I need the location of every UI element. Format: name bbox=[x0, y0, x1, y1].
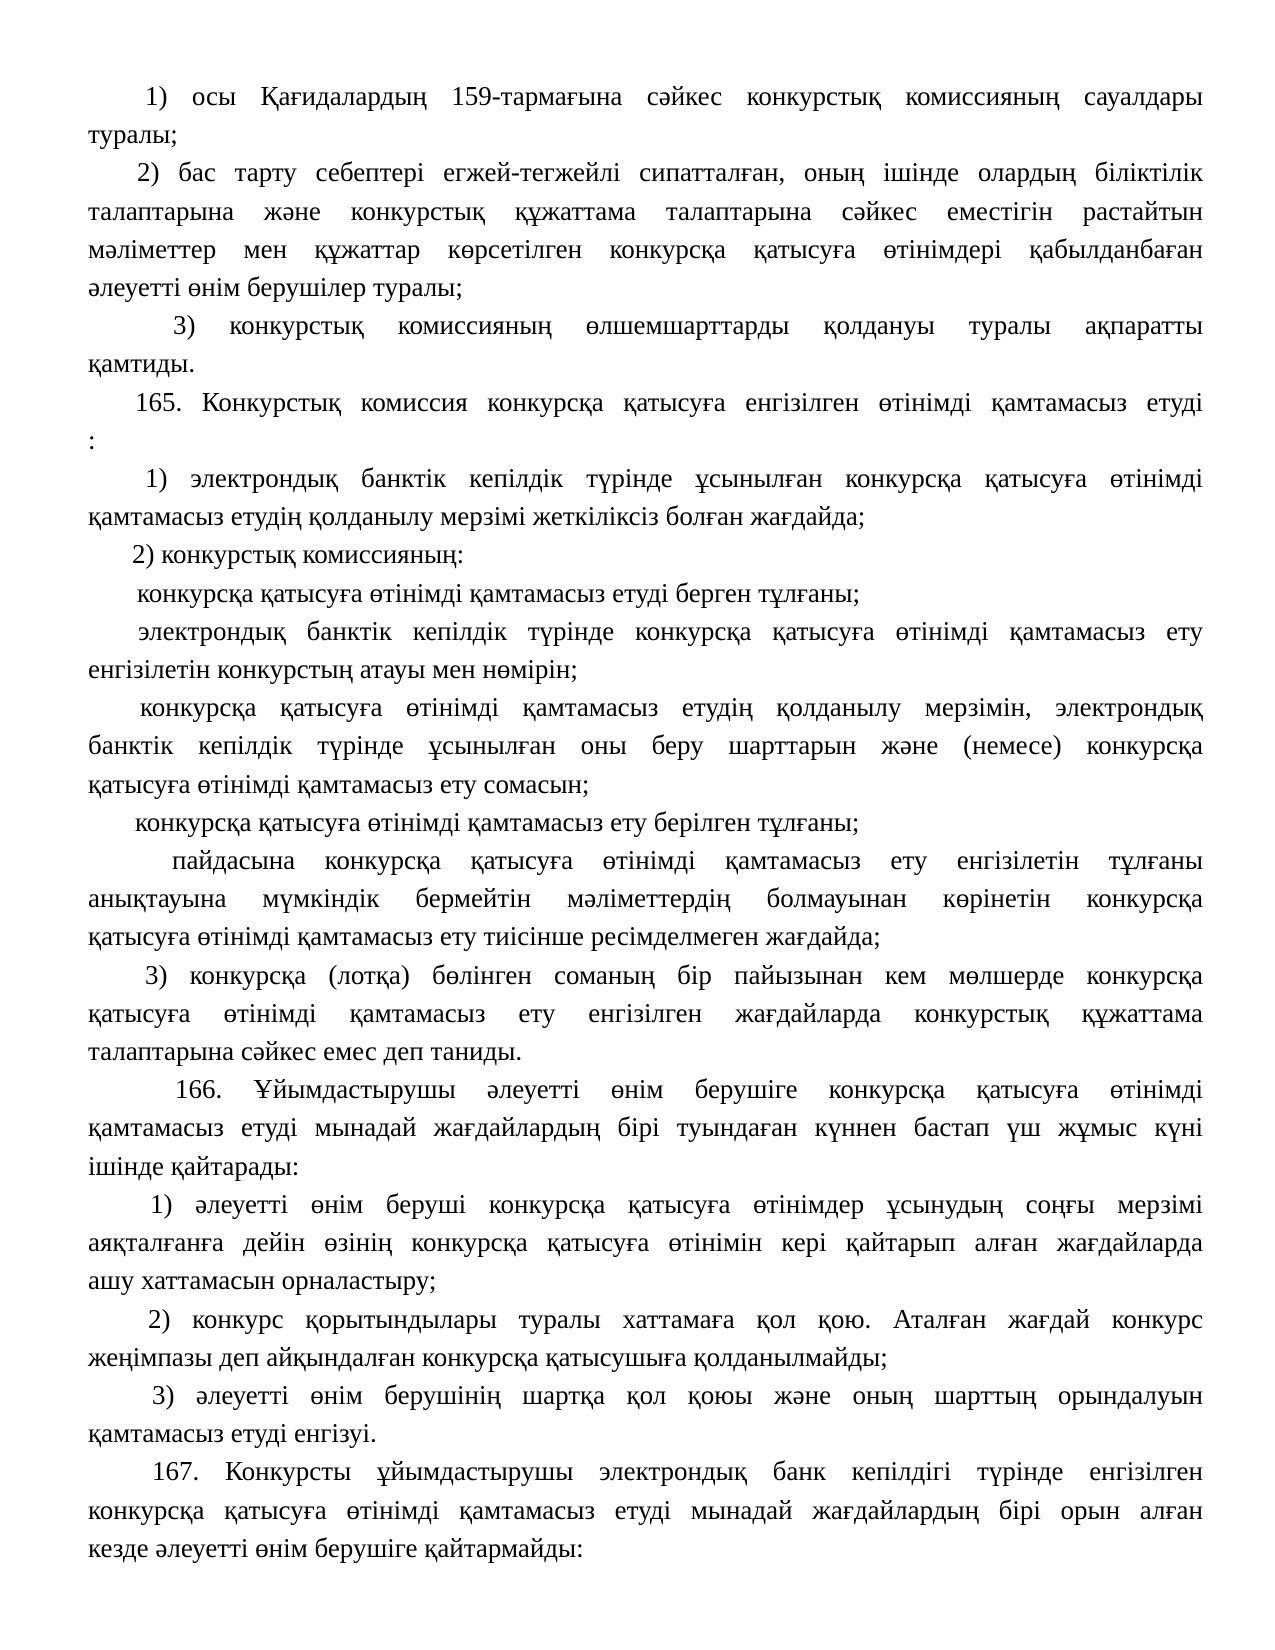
text-line: әлеуетті өнім берушілер туралы; bbox=[88, 272, 463, 303]
text-line: анықтауына мүмкіндік бермейтін мәліметтердің болмауынан көрінетін конкурсқа bbox=[88, 883, 1203, 914]
text-line: ішінде қайтарады: bbox=[88, 1150, 300, 1181]
text-line: конкурсқа қатысуға өтінімді қамтамасыз етуді мынадай жағдайлардың бірі орын алған bbox=[88, 1494, 1203, 1525]
text-line: 1) әлеуетті өнім беруші конкурсқа қатысуға өтінімдер ұсынудың соңғы мерзімі bbox=[150, 1188, 1203, 1219]
paragraph bbox=[88, 956, 1203, 1071]
text-line: туралы; bbox=[88, 119, 178, 150]
text-line: енгізілетін конкурстың атауы мен нөмірін; bbox=[88, 654, 578, 685]
paragraph bbox=[88, 459, 1203, 535]
text-line: қамтамасыз етуді енгізуі. bbox=[88, 1418, 377, 1449]
paragraph bbox=[88, 1070, 1203, 1185]
text-line: қамтамасыз етуді мынадай жағдайлардың бірі туындаған күннен бастап үш жұмыс күні bbox=[88, 1112, 1203, 1143]
paragraph bbox=[88, 803, 1203, 841]
text-line: 165. Конкурстық комиссия конкурсқа қатысуға енгізілген өтінімді қамтамасыз етуді bbox=[135, 386, 1203, 417]
paragraph bbox=[88, 841, 1203, 956]
paragraph bbox=[88, 77, 1203, 153]
paragraph bbox=[88, 535, 1203, 573]
text-line: электрондық банктік кепілдік түрінде конкурсқа қатысуға өтінімді қамтамасыз ету bbox=[138, 615, 1203, 646]
text-line: мәліметтер мен құжаттар көрсетілген конкурсқа қатысуға өтінімдері қабылданбаған bbox=[88, 233, 1203, 264]
text-line: 3) конкурстық комиссияның өлшемшарттарды қолдануы туралы ақпаратты bbox=[173, 310, 1203, 341]
text-line: жеңімпазы деп айқындалған конкурсқа қатысушыға қолданылмайды; bbox=[88, 1341, 888, 1372]
paragraph bbox=[88, 612, 1203, 688]
text-line: банктік кепілдік түрінде ұсынылған оны беру шарттарын және (немесе) конкурсқа bbox=[88, 730, 1203, 761]
text-line: 167. Конкурсты ұйымдастырушы электрондық банк кепілдігі түрінде енгізілген bbox=[152, 1456, 1203, 1487]
text-line: қатысуға өтінімді қамтамасыз ету сомасын; bbox=[88, 768, 590, 799]
text-line: конкурсқа қатысуға өтінімді қамтамасыз ету берілген тұлғаны; bbox=[135, 806, 860, 837]
paragraph bbox=[88, 306, 1203, 382]
text-line: талаптарына және конкурстық құжаттама талаптарына сәйкес еместігін растайтын bbox=[88, 195, 1203, 226]
text-line: талаптарына сәйкес емес деп таниды. bbox=[88, 1036, 523, 1067]
text-line: 3) конкурсқа (лотқа) бөлінген соманың бір пайызынан кем мөлшерде конкурсқа bbox=[145, 959, 1203, 990]
paragraph bbox=[88, 1185, 1203, 1300]
text-line: кезде әлеуетті өнім берушіге қайтармайды: bbox=[88, 1532, 584, 1563]
text-line: қатысуға өтінімді қамтамасыз ету тиісінше ресімделмеген жағдайда; bbox=[88, 921, 881, 952]
text-line: 3) әлеуетті өнім берушінің шартқа қол қоюы және оның шарттың орындалуын bbox=[152, 1379, 1203, 1410]
text-line: қатысуға өтінімді қамтамасыз ету енгізілген жағдайларда конкурстық құжаттама bbox=[88, 997, 1203, 1028]
text-line: пайдасына конкурсқа қатысуға өтінімді қамтамасыз ету енгізілетін тұлғаны bbox=[172, 845, 1203, 876]
text-line: : bbox=[88, 424, 96, 455]
paragraph bbox=[88, 574, 1203, 612]
text-line: конкурсқа қатысуға өтінімді қамтамасыз етуді берген тұлғаны; bbox=[137, 577, 861, 608]
document-text bbox=[88, 77, 1203, 1567]
paragraph bbox=[88, 1300, 1203, 1376]
text-line: аяқталғанға дейін өзінің конкурсқа қатысуға өтінімін кері қайтарып алған жағдайларда bbox=[88, 1227, 1203, 1258]
text-line: қамтиды. bbox=[88, 348, 196, 379]
paragraph bbox=[88, 153, 1203, 306]
paragraph bbox=[88, 1452, 1203, 1567]
text-line: 2) бас тарту себептері егжей-тегжейлі сипатталған, оның ішінде олардың біліктілік bbox=[137, 157, 1203, 188]
paragraph bbox=[88, 1376, 1203, 1452]
paragraph bbox=[88, 688, 1203, 803]
text-line: ашу хаттамасын орналастыру; bbox=[88, 1265, 437, 1296]
text-line: 166. Ұйымдастырушы әлеуетті өнім берушіге конкурсқа қатысуға өтінімді bbox=[175, 1074, 1203, 1105]
text-line: 2) конкурс қорытындылары туралы хаттамаға қол қою. Аталған жағдай конкурс bbox=[148, 1303, 1203, 1334]
text-line: 1) осы Қағидалардың 159-тармағына сәйкес конкурстық комиссияның сауалдары bbox=[145, 81, 1203, 111]
text-line: конкурсқа қатысуға өтінімді қамтамасыз етудің қолданылу мерзімін, электрондық bbox=[140, 692, 1203, 723]
text-line: 2) конкурстық комиссияның: bbox=[132, 539, 465, 570]
text-line: қамтамасыз етудің қолданылу мерзімі жеткіліксіз болған жағдайда; bbox=[88, 501, 866, 532]
paragraph bbox=[88, 383, 1203, 459]
text-line: 1) электрондық банктік кепілдік түрінде ұсынылған конкурсқа қатысуға өтінімді bbox=[145, 463, 1203, 494]
